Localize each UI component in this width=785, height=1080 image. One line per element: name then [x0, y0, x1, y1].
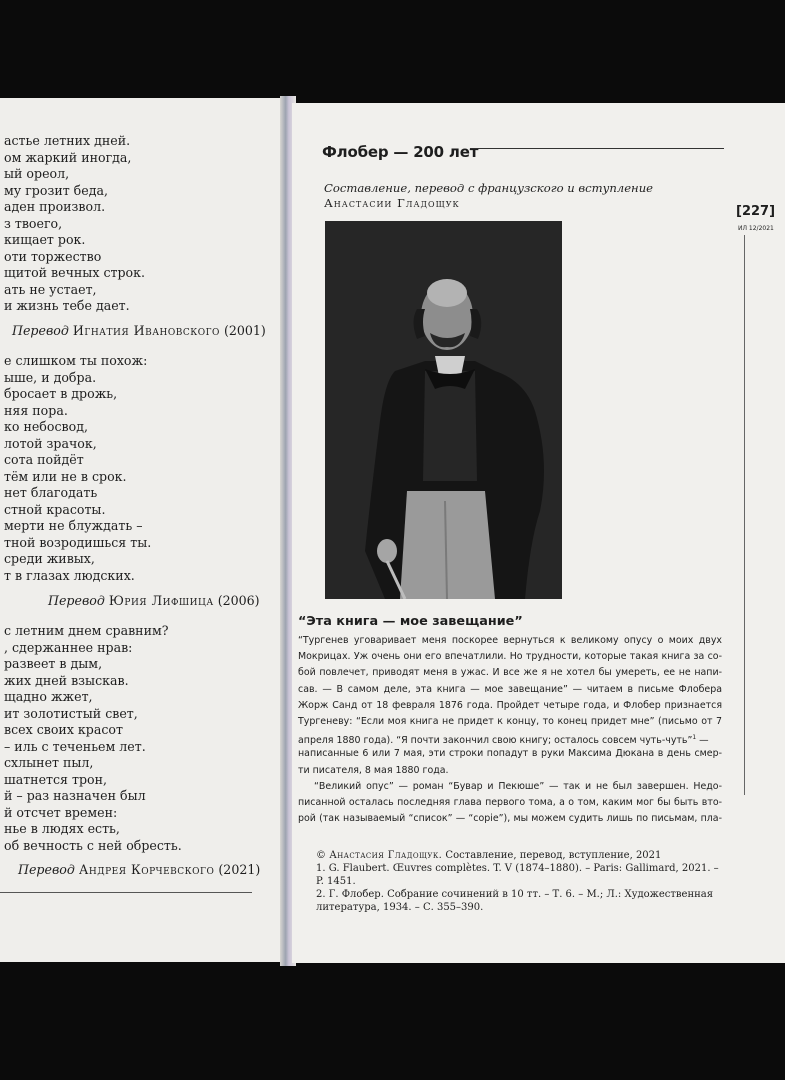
credit-year: (2021) — [218, 862, 261, 877]
copyright-line — [316, 849, 661, 862]
article-subtitle: Составление, перевод с французского и вступление — [324, 181, 654, 195]
poem-line: среди живых, — [4, 551, 95, 566]
poem-line: шатнется трон, — [4, 771, 108, 787]
poem-line: и жизнь тебе дает. — [4, 298, 130, 313]
footnote-marker: 1 — [692, 734, 697, 742]
footnote-2-cont: литература, 1934. – С. 355–390. — [316, 902, 484, 913]
body-line: сав. — В самом деле, эта книга — мое завещание” — читаем в письме Флобера — [298, 683, 722, 695]
poem-line: бросает в дрожь, — [4, 386, 118, 401]
poem-line: всех своих красот — [4, 722, 123, 737]
body-line: Жорж Санд от 18 февраля 1876 года. Пройдет четыре года, и Флобер признается — [298, 699, 722, 711]
poem-line: ит золотистый свет, — [4, 705, 138, 721]
poem-line: т в глазах людских. — [4, 567, 135, 583]
poem-line: тём или не в срок. — [4, 468, 127, 484]
copyright-symbol: © — [316, 850, 326, 861]
poem-line: й отсчет времен: — [4, 804, 118, 820]
poem-line: з твоего, — [4, 215, 63, 231]
poem-line: лотой зрачок, — [4, 435, 97, 451]
poem-line: оти торжество — [4, 248, 102, 264]
footnote-2: 2. Г. Флобер. Собрание сочинений в 10 тт. – Т. 6. – М.; Л.: Художественная — [316, 889, 714, 900]
poem-line: , сдержаннее нрав: — [4, 639, 133, 655]
poem-line: щитой вечных строк. — [4, 265, 145, 280]
section-heading: “Эта книга — мое завещание” — [298, 614, 523, 629]
poem-line: ый ореол, — [4, 166, 70, 181]
poem-line: астье летних дней. — [4, 133, 131, 148]
translator-credit-3 — [18, 862, 260, 877]
body-line: бой повлечет, приводят меня в ужас. И все же я не хотел бы умереть, ее не напи- — [298, 667, 722, 679]
poem-line: стной красоты. — [4, 501, 106, 517]
credit-prefix: Перевод — [18, 862, 75, 877]
poem-line: аден произвол. — [4, 199, 106, 214]
copyright-text: Составление, перевод, вступление, 2021 — [445, 850, 662, 861]
translator-name: Юрия Лифшица — [108, 593, 214, 608]
page-number: [227] — [736, 204, 776, 219]
credit-year: (2001) — [223, 323, 266, 338]
poem-line: нет благодать — [4, 485, 98, 500]
body-line: “Великий опус” — роман “Бувар и Пекюше” — так и не был завершен. Недо- — [314, 780, 722, 792]
right-page — [292, 103, 785, 963]
left-page — [0, 98, 286, 962]
footnote-divider — [0, 892, 252, 893]
body-line: Мокрицах. Уж очень они его впечатлили. Но трудности, которые такая книга за со- — [298, 651, 722, 663]
translator-name: Андрея Корчевского — [78, 862, 215, 877]
poem-line: няя пора. — [4, 402, 68, 418]
translator-credit-2 — [48, 593, 260, 608]
poem-line: с летним днем сравним? — [4, 623, 169, 638]
poem-line: му грозит беда, — [4, 182, 108, 198]
poem-line: й – раз назначен был — [4, 788, 146, 803]
body-line: писанной осталась последняя глава первого тома, а о том, каким мог бы быть вто- — [298, 797, 722, 808]
footnote-1: 1. G. Flaubert. Œuvres complètes. T. V (1874–1880). – Paris: Gallimard, 2021. – — [316, 863, 719, 874]
poem-line: ыше, и добра. — [4, 369, 97, 385]
body-line: Тургеневу: “Если моя книга не придет к концу, то конец придет мне” (письмо от 7 — [298, 716, 722, 727]
credit-year: (2006) — [217, 593, 260, 608]
credit-prefix: Перевод — [12, 323, 69, 338]
article-header-title: Флобер — 200 лет — [322, 143, 479, 161]
poem-line: об вечность с ней обресть. — [4, 837, 182, 853]
copyright-author: Анастасия Гладощук. — [329, 850, 443, 861]
body-line: написанные 6 или 7 мая, эти строки попадут в руки Максима Дюкана в день смер- — [298, 748, 722, 760]
body-line-text: апреля 1880 года). “Я почти закончил свою книгу; осталось совсем чуть-чуть” — [298, 735, 693, 747]
issue-label: ИЛ 12/2021 — [738, 225, 774, 232]
poem-line: тной возродишься ты. — [4, 534, 152, 550]
body-line: “Тургенев уговаривает меня поскорее вернуться к великому опусу о моих двух — [298, 635, 722, 646]
translator-credit-1 — [12, 323, 266, 338]
poem-line: ко небосвод, — [4, 419, 88, 434]
poem-line: ать не устает, — [4, 281, 97, 297]
dash: — — [696, 735, 709, 747]
credit-prefix: Перевод — [48, 593, 105, 608]
poem-line: щадно жжет, — [4, 689, 93, 704]
poem-line: ом жаркий иногда, — [4, 149, 132, 165]
poem-line: сота пойдёт — [4, 452, 84, 467]
body-line: рой (так называемый “список” — “copie”), мы можем судить лишь по письмам, пла- — [298, 813, 722, 825]
poem-line: е слишком ты похож: — [4, 353, 148, 368]
poem-line: кищает рок. — [4, 232, 86, 247]
margin-rule — [744, 235, 745, 795]
footnote-1-cont: P. 1451. — [316, 876, 356, 887]
poem-line: – иль с теченьем лет. — [4, 738, 146, 754]
body-line: ти писателя, 8 мая 1880 года. — [298, 764, 449, 776]
translator-name: Игнатия Ивановского — [72, 323, 220, 338]
header-rule — [470, 148, 724, 149]
poem-line: схлынет пыл, — [4, 755, 94, 770]
poem-line: мерти не блуждать – — [4, 518, 143, 533]
poem-line: развеет в дым, — [4, 656, 103, 671]
poem-line: нье в людях есть, — [4, 821, 120, 836]
article-author: Анастасии Гладощук — [324, 196, 460, 210]
poem-line: жих дней взыскав. — [4, 672, 129, 688]
flaubert-portrait-photo — [325, 221, 562, 599]
